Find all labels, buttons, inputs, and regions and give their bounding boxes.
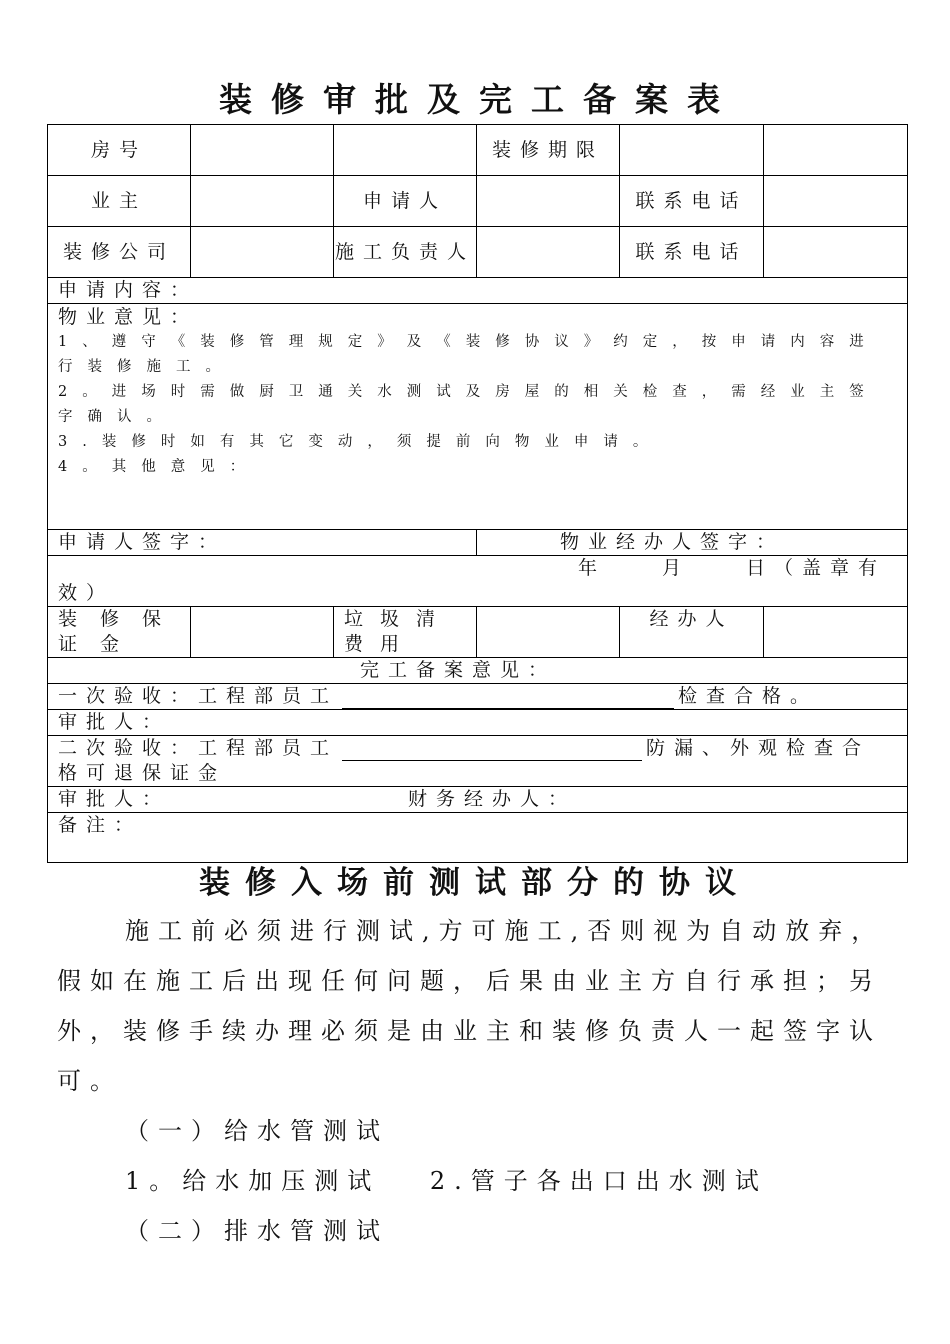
property-opinion-block[interactable] xyxy=(48,304,908,530)
field-period-1[interactable] xyxy=(620,125,764,176)
first-inspection-blank[interactable] xyxy=(342,688,674,709)
label-application-content[interactable]: 申请内容： xyxy=(48,278,908,304)
form-title: 装修审批及完工备案表 xyxy=(219,80,739,119)
label-handler: 经办人 xyxy=(620,607,764,658)
row-signatures xyxy=(48,530,908,556)
opinion-item-1: 1、遵守《装修管理规定》及《装修协议》约定，按申请内容进行装修施工。 xyxy=(58,334,879,375)
label-finance-handler: 财务经办人： xyxy=(408,788,577,810)
label-approver-2: 审批人： xyxy=(58,788,171,810)
label-owner: 业主 xyxy=(48,176,191,227)
row-owner xyxy=(48,176,908,227)
field-renovation-company[interactable] xyxy=(191,227,334,278)
row-approver-1 xyxy=(48,710,908,736)
field-owner[interactable] xyxy=(191,176,334,227)
first-inspection[interactable] xyxy=(48,684,908,710)
row-application-content xyxy=(48,278,908,304)
field-construction-manager[interactable] xyxy=(477,227,620,278)
label-garbage-fee: 垃圾清费用 xyxy=(334,607,477,658)
date-stamp: 年 月 日（盖章有效） xyxy=(48,556,908,607)
label-applicant-signature[interactable]: 申请人签字： xyxy=(48,530,477,556)
row-room xyxy=(48,125,908,176)
label-contact-phone-2: 联系电话 xyxy=(620,227,764,278)
field-garbage-fee[interactable] xyxy=(477,607,620,658)
row-company xyxy=(48,227,908,278)
field-room-no-1[interactable] xyxy=(191,125,334,176)
label-contact-phone: 联系电话 xyxy=(620,176,764,227)
field-deposit[interactable] xyxy=(191,607,334,658)
section-water-supply: （一）给水管测试 xyxy=(125,1117,389,1145)
label-construction-manager: 施工负责人 xyxy=(334,227,477,278)
section-drainage: （二）排水管测试 xyxy=(125,1217,389,1245)
field-room-no-2[interactable] xyxy=(334,125,477,176)
second-inspection[interactable] xyxy=(48,736,908,787)
approval-form-table xyxy=(47,124,908,863)
row-completion-opinion xyxy=(48,658,908,684)
row-first-inspection xyxy=(48,684,908,710)
first-inspection-prefix: 一次验收：工程部员工 xyxy=(58,685,339,707)
label-property-handler-signature[interactable]: 物业经办人签字： xyxy=(477,530,908,556)
row-second-inspection xyxy=(48,736,908,787)
first-inspection-suffix: 检查合格。 xyxy=(678,685,819,707)
second-inspection-prefix: 二次验收：工程部员工 xyxy=(58,737,339,759)
water-supply-tests: 1。给水加压测试 2.管子各出口出水测试 xyxy=(125,1167,768,1195)
approver-finance-row[interactable] xyxy=(48,787,908,813)
label-room-no: 房号 xyxy=(48,125,191,176)
label-remarks[interactable]: 备注： xyxy=(48,813,908,863)
label-applicant: 申请人 xyxy=(334,176,477,227)
label-completion-opinion: 完工备案意见： xyxy=(48,658,908,684)
row-deposit xyxy=(48,607,908,658)
field-contact-phone[interactable] xyxy=(764,176,908,227)
label-property-opinion: 物业意见： xyxy=(58,306,199,328)
opinion-item-4: 4。其他意见： xyxy=(58,459,260,475)
agreement-title: 装修入场前测试部分的协议 xyxy=(199,865,751,901)
opinion-item-3: 3.装修时如有其它变动，须提前向物业申请。 xyxy=(58,434,663,450)
label-approver-1[interactable]: 审批人： xyxy=(48,710,908,736)
field-contact-phone-2[interactable] xyxy=(764,227,908,278)
label-renovation-period: 装修期限 xyxy=(477,125,620,176)
second-inspection-blank[interactable] xyxy=(342,740,642,761)
label-deposit: 装修保证金 xyxy=(48,607,191,658)
opinion-item-2: 2。进场时需做厨卫通关水测试及房屋的相关检查，需经业主签字确认。 xyxy=(58,384,879,425)
agreement-paragraph: 施工前必须进行测试,方可施工,否则视为自动放弃，假如在施工后出现任何问题，后果由业主方自行承担；另外，装修手续办理必须是由业主和装修负责人一起签字认可。 xyxy=(57,917,885,1095)
field-applicant[interactable] xyxy=(477,176,620,227)
row-property-opinion xyxy=(48,304,908,530)
second-inspection-suffix: 防漏、外观检查合格可退保证金 xyxy=(58,737,871,784)
row-remarks xyxy=(48,813,908,863)
field-handler[interactable] xyxy=(764,607,908,658)
label-renovation-company: 装修公司 xyxy=(48,227,191,278)
field-period-2[interactable] xyxy=(764,125,908,176)
row-approver-2 xyxy=(48,787,908,813)
agreement-body xyxy=(57,906,897,1256)
row-date-stamp xyxy=(48,556,908,607)
